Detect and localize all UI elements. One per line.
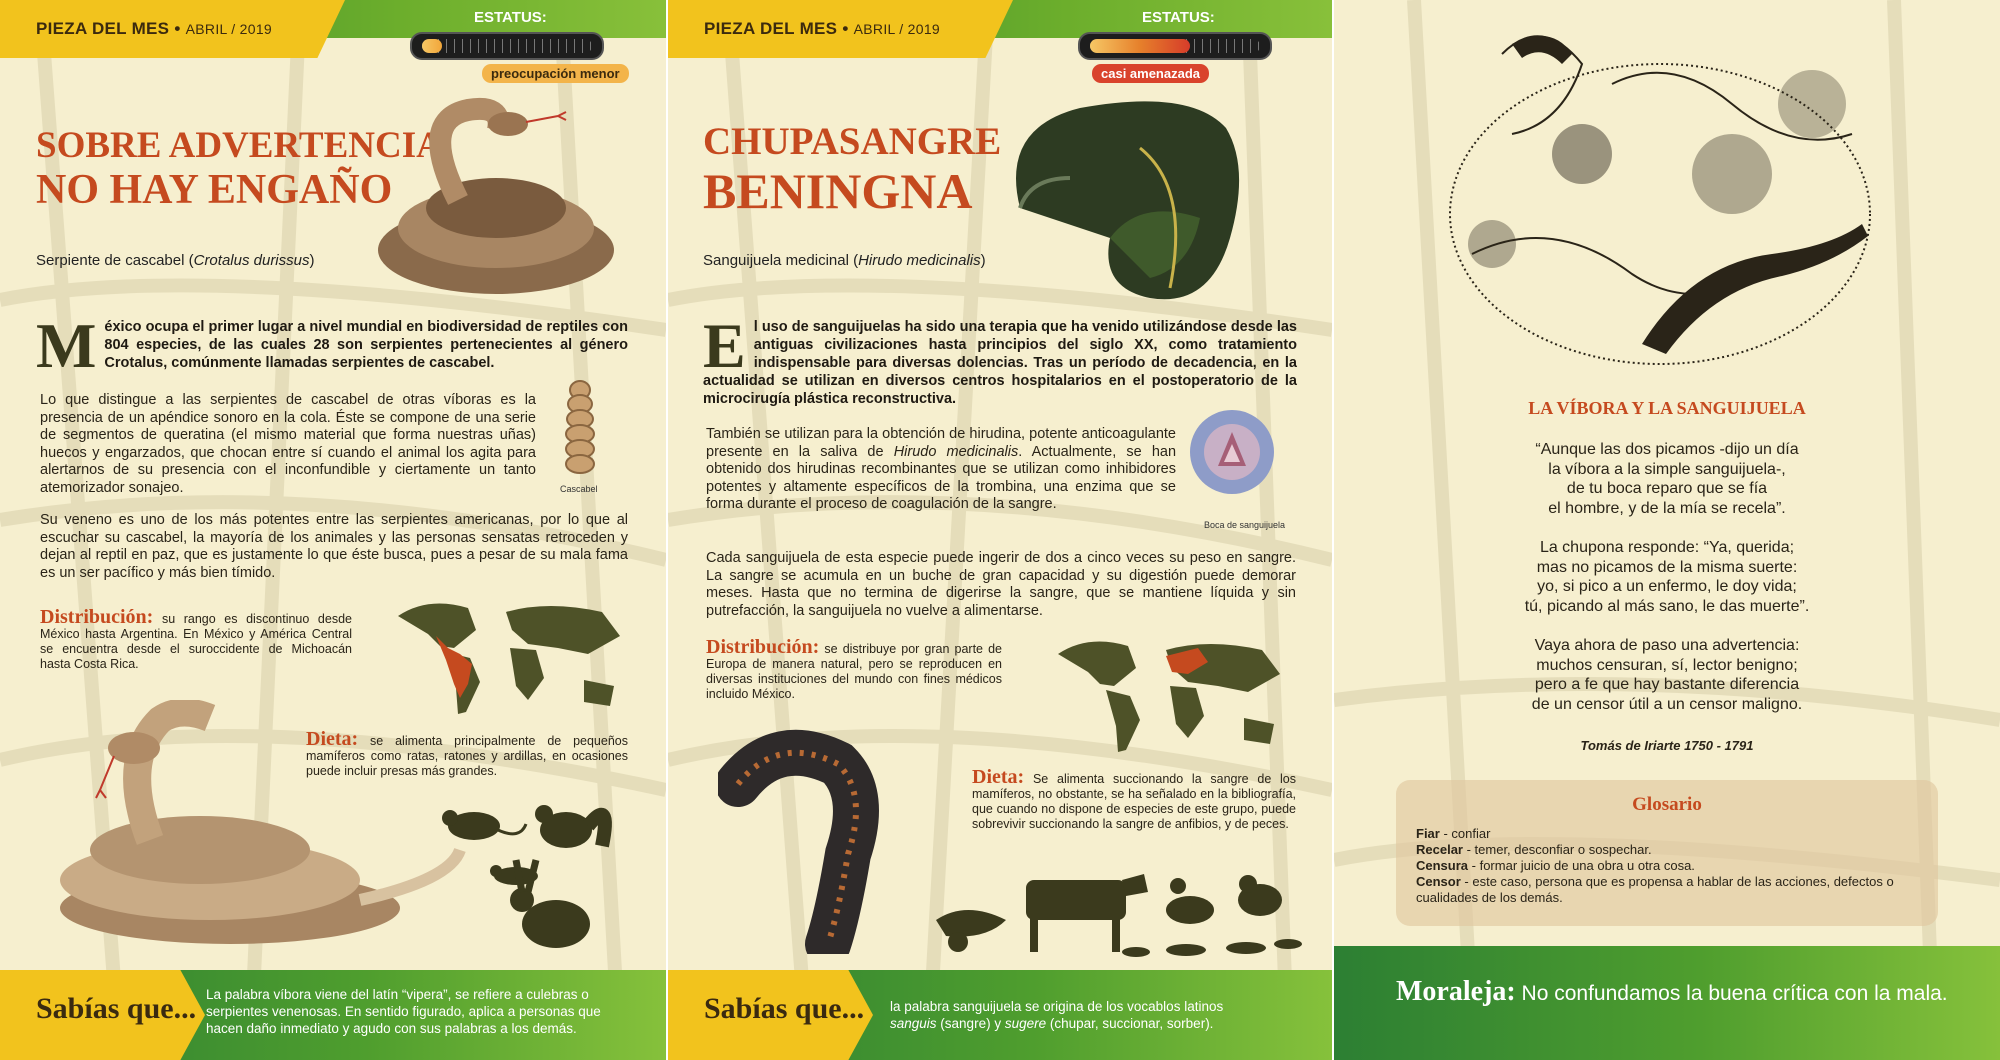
paragraph-hirudin: También se utilizan para la obtención de hirudina, potente anticoagulante presente en la saliva de Hirudo medicinalis. Actualmente, se han obtenido dos hirudinas recombinantes que se utilizan como inhibidores potentes y altamente específicos de la trombina, una enzima que se forma durante el proceso de coagulación de la sangre.: [706, 426, 1177, 512]
diet: Dieta: se alimenta principalmente de pequeños mamíferos como ratas, ratones y ardillas, en ocasiones puede incluir presas más grandes.: [306, 728, 628, 778]
world-map-europe: [1048, 634, 1290, 758]
lead-paragraph: El uso de sanguijuelas ha sido una terapia que ha venido utilizándose desde las antiguas civilizaciones hasta principios del siglo XX, como tratamiento indispensable para diversas dolencias. Tras un período de decadencia, en la actualidad se utilizan en diversos centros hospitalarios en el postoperatorio de la microcirugía plástica reconstructiva.: [703, 310, 1297, 407]
glossary-entry: Censor - este caso, persona que es propensa a hablar de las acciones, defectos o cualidades de los demás.: [1416, 874, 1894, 905]
paragraph-digestion: Cada sanguijuela de esta especie puede ingerir de dos a cinco veces su peso en sangre. La sangre se acumula en un buche de gran capacidad y su digestión puede demorar meses. Hasta que no termina de digerirse la sangre, que se mantiene líquida y sin putrefacción, la sanguijuela no vuelve a alimentarse.: [706, 550, 1296, 619]
status-gauge: [410, 32, 604, 60]
footer-sabias: Sabías que...: [36, 992, 197, 1025]
title-line1: SOBRE ADVERTENCIA: [36, 125, 443, 166]
status-label: ESTATUS:: [1142, 9, 1215, 26]
footer-sabias: Sabías que...: [704, 992, 865, 1025]
dropcap: M: [36, 310, 97, 381]
glossary-entry: Recelar - temer, desconfiar o sospechar.: [1416, 842, 1652, 857]
host-silhouettes: [926, 860, 1306, 960]
moral-text: Moraleja: No confundamos la buena crítica con la mala.: [1396, 976, 1948, 1007]
paragraph-rattle: Lo que distingue a las serpientes de cascabel de otras víboras es la presencia de un apéndice sonoro en la cola. Éste se compone de una serie de segmentos de queratina (el mismo material que forma nuestras uñas) huecos y engarzados, que chocan entre sí cuando el animal los agita para alertarnos de su presencia con el inconfundible y ciertamente un tanto atemorizador sonajeo.: [40, 392, 536, 496]
status-tag: preocupación menor: [482, 64, 629, 83]
prey-silhouettes: [436, 796, 636, 956]
stanza-2: La chupona responde: “Ya, querida; mas no picamos de la misma suerte: yo, si pico a un enfermo, le doy vida; tú, picando al más sano, le das muerte”.: [1524, 539, 1810, 615]
subtitle: Serpiente de cascabel (Crotalus durissus): [36, 252, 315, 269]
title-line2: BENINGNA: [703, 163, 973, 219]
dropcap: E: [703, 310, 746, 381]
leech-closeup-image: [718, 714, 888, 954]
poem-author: Tomás de Iriarte 1750 - 1791: [1580, 738, 1754, 753]
leech-mouth-image: [1188, 404, 1276, 504]
stanza-3: Vaya ahora de paso una advertencia: muchos censuran, sí, lector benigno; pero a fe que hay bastante diferencia de un censor útil a un censor maligno.: [1531, 637, 1803, 713]
stanza-1: “Aunque las dos picamos -dijo un día la víbora a la simple sanguijuela-, de tu boca reparo que se fía el hombre, y de la mía se recela”.: [1535, 441, 1799, 517]
footer-text: La palabra víbora viene del latín “vipera”, se refiere a culebras o serpientes venenosas. En sentido figurado, aplica a personas que hacen daño inmediato y agudo con sus palabras a los demás.: [206, 987, 601, 1036]
panel-leech: [668, 0, 1332, 1060]
leech-image: [990, 88, 1280, 318]
paragraph-venom: Su veneno es uno de los más potentes entre las serpientes americanas, por lo que al escuchar su cascabel, la mayoría de los animales y las personas sensatas retroceden y dejan al reptil en paz, que es justamente lo que éste busca, pues a pesar de su mala fama es un ser pacífico y más bien tímido.: [40, 512, 628, 581]
title-line2: NO HAY ENGAÑO: [36, 167, 393, 213]
distribution: Distribución: su rango es discontinuo desde México hasta Argentina. En México y América Central se encuentra desde el suroccidente de Michoacán hasta Costa Rica.: [40, 606, 352, 671]
subtitle: Sanguijuela medicinal (Hirudo medicinalis): [703, 252, 986, 269]
panel-rattlesnake: [0, 0, 666, 1060]
header-label: PIEZA DEL MES • ABRIL / 2019: [704, 19, 940, 38]
lead-paragraph: México ocupa el primer lugar a nivel mundial en biodiversidad de reptiles con 804 especies, de las cuales 28 son serpientes pertenecientes al género Crotalus, comúnmente llamadas serpientes de cascabel.: [36, 310, 628, 381]
mouth-caption: Boca de sanguijuela: [1204, 520, 1286, 530]
status-tag: casi amenazada: [1092, 64, 1209, 83]
rattle-image: [556, 376, 604, 480]
title-line1: CHUPASANGRE: [703, 120, 1002, 163]
status-gauge: [1078, 32, 1272, 60]
distribution: Distribución: se distribuye por gran parte de Europa de manera natural, pero se reproducen en diversas instituciones del mundo con fines médicos incluido México.: [706, 636, 1002, 701]
rattlesnake-image: [358, 90, 634, 300]
glossary-title: Glosario: [1632, 794, 1702, 815]
rattlesnake-coiled-image: [30, 700, 470, 950]
poem-title: LA VÍBORA Y LA SANGUIJUELA: [1528, 398, 1806, 418]
glossary-entry: Fiar - confiar: [1416, 826, 1491, 841]
panel-fable: [1334, 0, 2000, 1060]
glossary-entry: Censura - formar juicio de una obra u otra cosa.: [1416, 858, 1695, 873]
header-label: PIEZA DEL MES • ABRIL / 2019: [36, 19, 272, 38]
footer-text: la palabra sanguijuela se origina de los vocablos latinos sanguis (sangre) y sugere (chupar, succionar, sorber).: [890, 999, 1224, 1031]
glossary-box: [1396, 780, 1938, 926]
rattle-caption: Cascabel: [560, 484, 598, 494]
status-label: ESTATUS:: [474, 9, 547, 26]
diet: Dieta: Se alimenta succionando la sangre de los mamíferos, no obstante, se ha señalado en la bibliografía, que cuando no dispone de especies de este grupo, puede sobrevivir succionando la sangre de anfibios, y de peces.: [972, 766, 1296, 831]
engraving-illustration: [1432, 14, 1888, 384]
